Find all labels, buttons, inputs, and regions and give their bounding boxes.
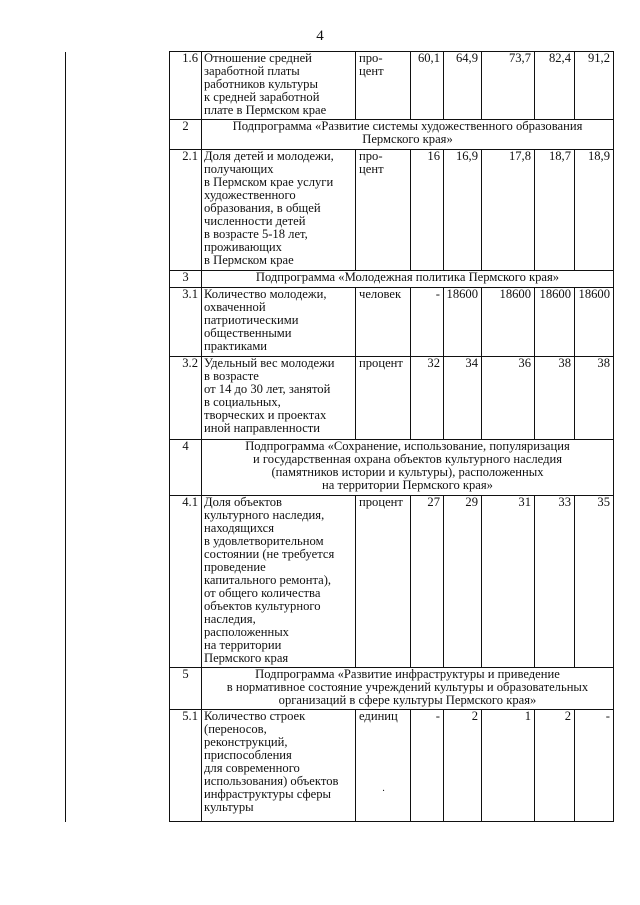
value-cell: 38 [575, 357, 614, 440]
section-index: 2 [170, 120, 202, 150]
value-cell: 35 [575, 496, 614, 668]
row-index: 5.1 [170, 710, 202, 822]
value-cell: 34 [444, 357, 482, 440]
table-row [66, 52, 614, 120]
indicator-name: Количество строек (переносов, реконструкций, приспособления для современного использования) объектов инфраструктуры сферы культуры [202, 710, 356, 822]
value-cell: 33 [535, 496, 575, 668]
value-cell: - [411, 710, 444, 822]
value-cell: 32 [411, 357, 444, 440]
section-title: Подпрограмма «Молодежная политика Пермского края» [202, 271, 614, 288]
section-title: Подпрограмма «Сохранение, использование, популяризация и государственная охрана объектов культурного наследия (памятников истории и культуры), расположенных на территории Пермского края» [202, 440, 614, 496]
section-index: 5 [170, 668, 202, 710]
unit-cell: человек [356, 288, 411, 357]
row-index: 3.2 [170, 357, 202, 440]
value-cell: 38 [535, 357, 575, 440]
value-cell: 31 [482, 496, 535, 668]
indicator-name: Отношение средней заработной платы работников культуры к средней заработной плате в Пермском крае [202, 52, 356, 120]
row-index: 2.1 [170, 150, 202, 271]
value-cell: 82,4 [535, 52, 575, 120]
value-cell: 18,9 [575, 150, 614, 271]
value-cell: 27 [411, 496, 444, 668]
row-index: 3.1 [170, 288, 202, 357]
section-title: Подпрограмма «Развитие системы художественного образования Пермского края» [202, 120, 614, 150]
value-cell: 17,8 [482, 150, 535, 271]
indicator-name: Количество молодежи, охваченной патриотическими общественными практиками [202, 288, 356, 357]
page-number: 4 [316, 28, 324, 44]
value-cell: 16 [411, 150, 444, 271]
value-cell: 29 [444, 496, 482, 668]
value-cell: - [411, 288, 444, 357]
value-cell: 2 [444, 710, 482, 822]
value-cell: 1 [482, 710, 535, 822]
section-index: 3 [170, 271, 202, 288]
value-cell: 36 [482, 357, 535, 440]
value-cell: 18600 [575, 288, 614, 357]
value-cell: 73,7 [482, 52, 535, 120]
row-index: 1.6 [170, 52, 202, 120]
value-cell: 18600 [535, 288, 575, 357]
section-index: 4 [170, 440, 202, 496]
indicator-name: Удельный вес молодежи в возрасте от 14 до 30 лет, занятой в социальных, творческих и проектах иной направленности [202, 357, 356, 440]
value-cell: 64,9 [444, 52, 482, 120]
indicators-table [65, 51, 614, 822]
left-margin-column [66, 52, 170, 822]
row-index: 4.1 [170, 496, 202, 668]
section-title: Подпрограмма «Развитие инфраструктуры и приведение в нормативное состояние учреждений культуры и образовательных организаций в сфере культуры Пермского края» [202, 668, 614, 710]
value-cell: 16,9 [444, 150, 482, 271]
unit-cell: про- цент [356, 150, 411, 271]
unit-cell: про- цент [356, 52, 411, 120]
unit-cell [356, 710, 411, 822]
unit-label: единиц [359, 709, 398, 723]
value-cell: 18600 [482, 288, 535, 357]
value-cell: 91,2 [575, 52, 614, 120]
value-cell: 18,7 [535, 150, 575, 271]
unit-cell: процент [356, 496, 411, 668]
value-cell: 2 [535, 710, 575, 822]
value-cell: 60,1 [411, 52, 444, 120]
indicator-name: Доля детей и молодежи, получающих в Пермском крае услуги художественного образования, в общей численности детей в возрасте 5-18 лет, проживающих в Пермском крае [202, 150, 356, 271]
dot-mark: · [381, 786, 386, 797]
value-cell: 18600 [444, 288, 482, 357]
unit-cell: процент [356, 357, 411, 440]
indicator-name: Доля объектов культурного наследия, находящихся в удовлетворительном состоянии (не требуется проведение капитального ремонта), от общего количества объектов культурного наследия, расположенных на территории Пермского края [202, 496, 356, 668]
value-cell: - [575, 710, 614, 822]
